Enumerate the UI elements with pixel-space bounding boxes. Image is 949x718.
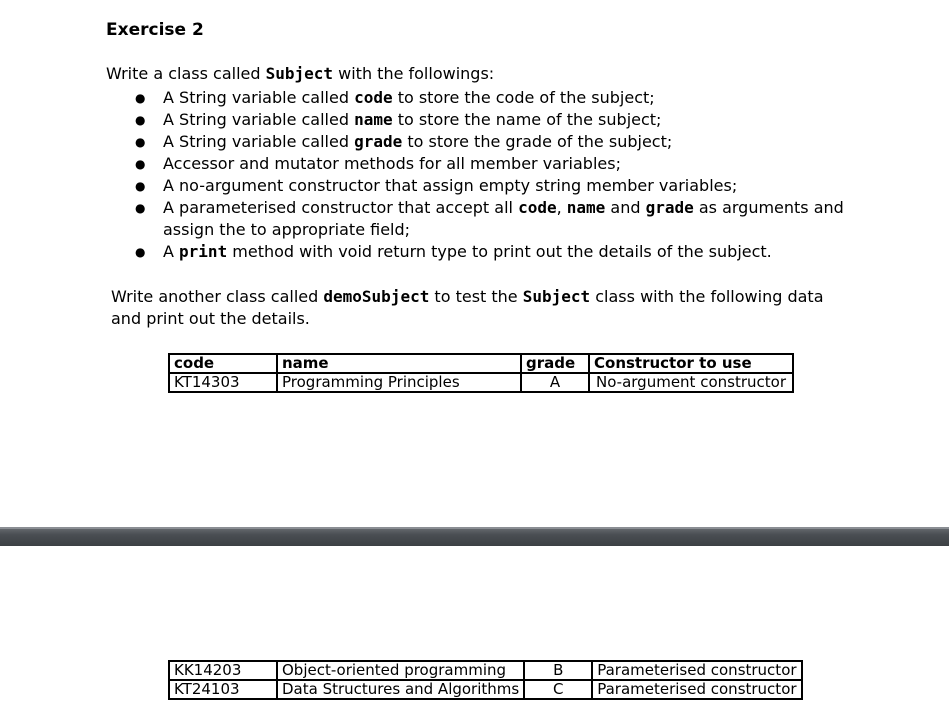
cell-code: KT24103	[169, 680, 277, 699]
cell-name: Programming Principles	[277, 373, 521, 392]
item-text: A no-argument constructor that assign empty string member variables;	[163, 176, 738, 195]
exercise-heading: Exercise 2	[106, 20, 204, 40]
list-item	[130, 153, 850, 175]
list-item	[130, 175, 850, 197]
intro-class-name: Subject	[265, 64, 334, 83]
demo-text: class with the following data and print out the details.	[111, 287, 824, 328]
item-text: ,	[556, 198, 567, 217]
subject-table-bottom	[168, 660, 803, 700]
list-item	[130, 197, 850, 241]
intro-paragraph	[106, 63, 494, 85]
header-code: code	[169, 354, 277, 373]
cell-grade: A	[521, 373, 589, 392]
page-divider-band	[0, 527, 949, 546]
item-text: to store the name of the subject;	[392, 110, 662, 129]
list-item	[130, 131, 850, 153]
cell-constructor: No-argument constructor	[589, 373, 793, 392]
demo-class-name: Subject	[522, 287, 591, 306]
item-code: print	[179, 242, 228, 261]
item-text: A parameterised constructor that accept all	[163, 198, 519, 217]
list-item	[130, 109, 850, 131]
item-text: method with void return type to print out the details of the subject.	[227, 242, 772, 261]
cell-grade: C	[524, 680, 592, 699]
item-text: A String variable called	[163, 110, 355, 129]
item-code: name	[566, 198, 606, 217]
cell-code: KK14203	[169, 661, 277, 680]
list-item	[130, 241, 850, 263]
item-text: A	[163, 242, 180, 261]
cell-constructor: Parameterised constructor	[592, 680, 801, 699]
item-text: to store the grade of the subject;	[402, 132, 673, 151]
item-text: to store the code of the subject;	[392, 88, 655, 107]
list-item	[130, 87, 850, 109]
intro-after: with the followings:	[333, 64, 495, 83]
item-code: name	[354, 110, 393, 129]
cell-name: Object-oriented programming	[277, 661, 524, 680]
item-text: A String variable called	[163, 88, 355, 107]
cell-constructor: Parameterised constructor	[592, 661, 801, 680]
demo-paragraph	[111, 286, 851, 330]
header-constructor: Constructor to use	[589, 354, 793, 373]
item-text: as arguments and assign the to appropriate field;	[163, 198, 844, 239]
item-code: grade	[645, 198, 694, 217]
table-header-row	[169, 354, 793, 373]
cell-code: KT14303	[169, 373, 277, 392]
item-text: Accessor and mutator methods for all member variables;	[163, 154, 621, 173]
demo-class-name: demoSubject	[323, 287, 430, 306]
cell-name: Data Structures and Algorithms	[277, 680, 524, 699]
subject-table-top	[168, 353, 794, 393]
intro-before: Write a class called	[106, 64, 266, 83]
header-grade: grade	[521, 354, 589, 373]
demo-text: to test the	[429, 287, 523, 306]
header-name: name	[277, 354, 521, 373]
item-code: code	[518, 198, 557, 217]
demo-text: Write another class called	[111, 287, 324, 306]
item-code: code	[354, 88, 393, 107]
cell-grade: B	[524, 661, 592, 680]
item-text: and	[605, 198, 646, 217]
requirements-list	[130, 87, 850, 263]
item-code: grade	[354, 132, 403, 151]
item-text: A String variable called	[163, 132, 355, 151]
table-row	[169, 661, 802, 680]
table-row	[169, 373, 793, 392]
table-row	[169, 680, 802, 699]
